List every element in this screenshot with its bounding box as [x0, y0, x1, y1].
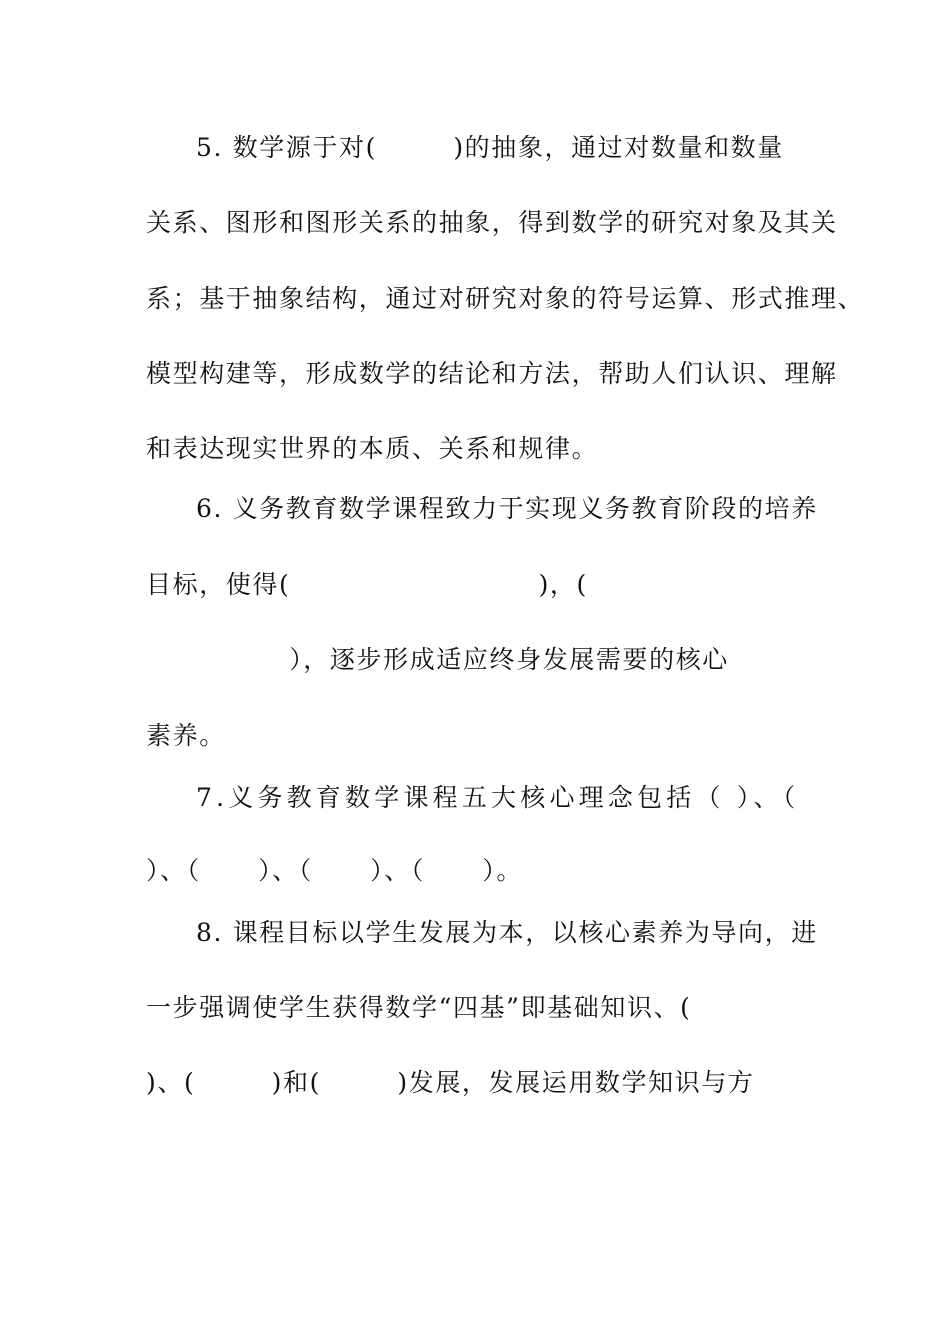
question-5-line-1: 5. 数学源于对( )的抽象，通过对数量和数量 [196, 133, 784, 162]
question-8-line-3: )、( )和( )发展，发展运用数学知识与方 [146, 1068, 755, 1097]
question-5-line-5: 和表达现实世界的本质、关系和规律。 [146, 434, 599, 463]
question-6-line-4: 素养。 [146, 721, 226, 750]
question-6-line-2: 目标，使得( )，( [146, 570, 588, 599]
question-6-line-3: ），逐步形成适应终身发展需要的核心 [146, 645, 729, 674]
question-6-line-1: 6. 义务教育数学课程致力于实现义务教育阶段的培养 [196, 494, 818, 523]
question-8-line-1: 8. 课程目标以学生发展为本，以核心素养为导向，进 [196, 918, 818, 947]
question-7-line-1: 7.义务教育数学课程五大核心理念包括（ ）、（ [196, 783, 800, 812]
question-5-line-4: 模型构建等，形成数学的结论和方法，帮助人们认识、理解 [146, 359, 838, 388]
question-5-line-3: 系；基于抽象结构，通过对研究对象的符号运算、形式推理、 [146, 284, 865, 313]
question-7-line-2: ）、（ ）、（ ）、（ ）。 [146, 856, 523, 885]
question-8-line-2: 一步强调使学生获得数学“四基”即基础知识、( [146, 993, 692, 1022]
question-5-line-2: 关系、图形和图形关系的抽象，得到数学的研究对象及其关 [146, 208, 838, 237]
